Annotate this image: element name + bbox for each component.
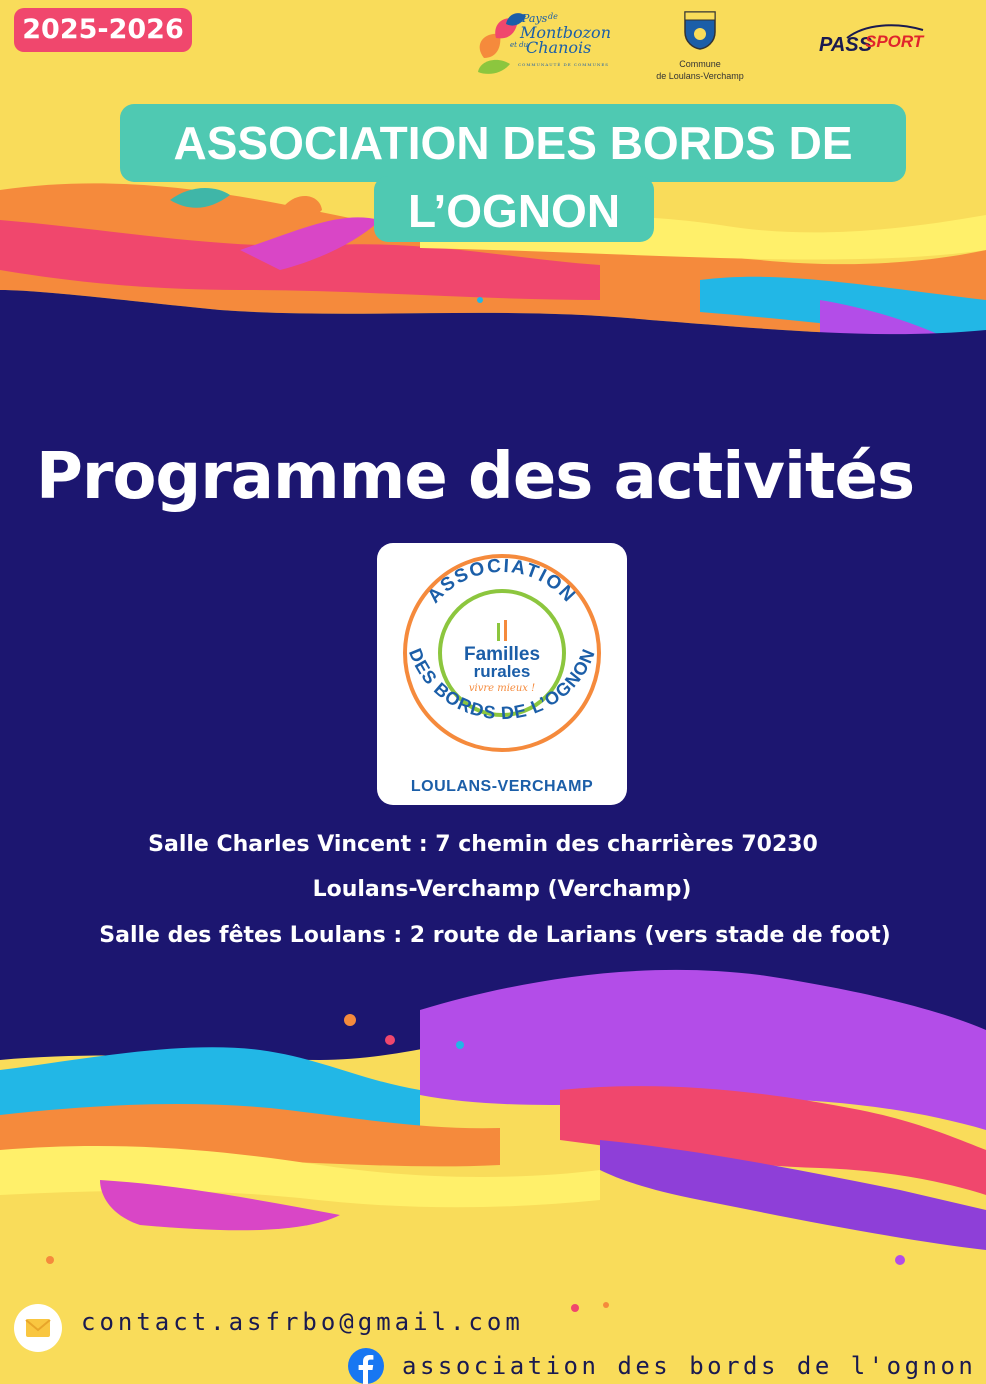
figure-icon (504, 620, 507, 641)
pass-text: PASS (819, 34, 872, 56)
badge-footer: LOULANS-VERCHAMP (410, 778, 594, 795)
commune-line: de Loulans-Verchamp (656, 71, 744, 81)
address-line-1: Salle Charles Vincent : 7 chemin des charrières 70230 (148, 832, 818, 857)
pays-montbozon-logo (474, 10, 611, 80)
rurales-text: rurales (473, 662, 531, 681)
headline: Programme des activités (35, 440, 915, 514)
association-badge (377, 543, 627, 805)
splash-drop (385, 1035, 395, 1045)
commune-line: Commune (679, 59, 721, 69)
coat-of-arms-icon (683, 10, 717, 50)
splash-drop (46, 1256, 54, 1264)
title-line1: ASSOCIATION DES BORDS DE (173, 117, 853, 169)
pays-line: Pays (522, 12, 548, 25)
tagline-text: vivre mieux ! (468, 683, 536, 694)
sport-text: SPORT (865, 32, 924, 51)
splash-drop (477, 297, 483, 303)
swoosh-icon (845, 22, 925, 42)
splash-drop (603, 1302, 609, 1308)
association-logo (377, 543, 627, 805)
splash-drop (456, 1041, 464, 1049)
pays-line: Montbozon (520, 23, 611, 42)
address-line-2: Loulans-Verchamp (Verchamp) (312, 877, 692, 902)
email-address[interactable]: contact.asfrbo@gmail.com (81, 1308, 524, 1336)
address-line-3: Salle des fêtes Loulans : 2 route de Larians (vers stade de foot) (99, 923, 891, 948)
email-icon (14, 1304, 62, 1352)
pays-tagline: COMMUNAUTÉ DE COMMUNES (518, 62, 609, 67)
year-badge: 2025-2026 (14, 8, 192, 52)
pays-line: de (548, 12, 558, 21)
pass-sport-logo (815, 28, 935, 68)
pays-line: Chanois (526, 38, 592, 57)
facebook-page-name[interactable]: association des bords de l'ognon (402, 1352, 977, 1380)
title-line2: L’OGNON (407, 185, 621, 237)
splash-drop (571, 1304, 579, 1312)
splash-drop (344, 1014, 356, 1026)
ring-top-text: ASSOCIATION (423, 555, 581, 608)
ring-bottom-text: DES BORDS DE L’OGNON (404, 645, 600, 724)
commune-logo (640, 10, 760, 86)
figure-icon (497, 623, 500, 641)
familles-text: Familles (463, 644, 541, 665)
facebook-icon (348, 1348, 384, 1384)
pays-line: et du (510, 41, 529, 49)
splash-drop (895, 1255, 905, 1265)
